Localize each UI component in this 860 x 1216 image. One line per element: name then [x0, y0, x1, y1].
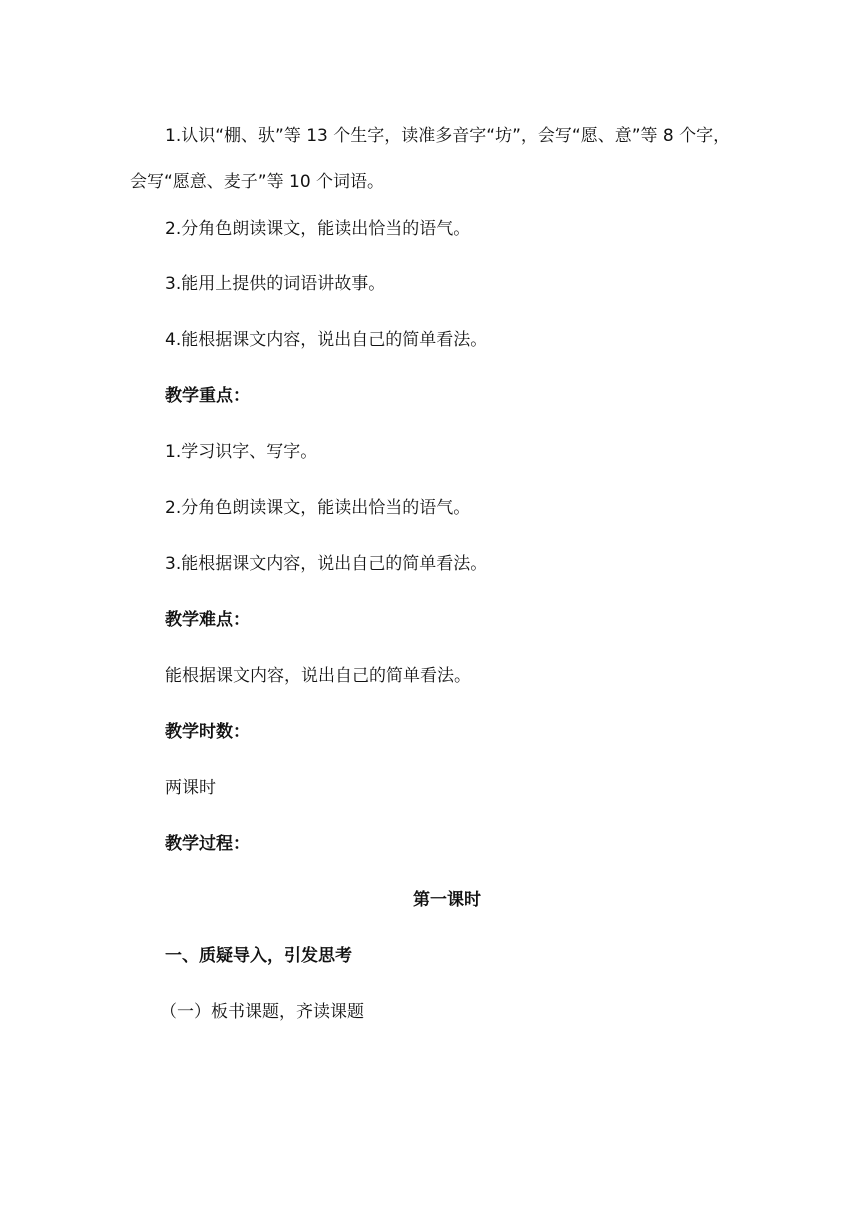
process-step: （一）板书课题，齐读课题: [160, 1002, 364, 1022]
section-title: 一、质疑导入，引发思考: [165, 946, 352, 966]
process-heading: 教学过程：: [165, 834, 250, 854]
key-point-3: 3.能根据课文内容，说出自己的简单看法。: [165, 554, 488, 574]
key-point-1: 1.学习识字、写字。: [165, 442, 318, 462]
objective-2: 2.分角色朗读课文，能读出恰当的语气。: [165, 219, 471, 239]
key-point-2: 2.分角色朗读课文，能读出恰当的语气。: [165, 498, 471, 518]
key-points-heading: 教学重点：: [165, 386, 250, 406]
lesson-title: 第一课时: [413, 890, 481, 910]
hours-text: 两课时: [165, 778, 216, 798]
objective-3: 3.能用上提供的词语讲故事。: [165, 274, 386, 294]
difficulty-text: 能根据课文内容，说出自己的简单看法。: [165, 666, 471, 686]
difficulty-heading: 教学难点：: [165, 610, 250, 630]
objective-1: 1.认识“棚、驮”等 13 个生字，读准多音字“坊”，会写“愿、意”等 8 个字，会写“愿意、麦子”等 10 个词语。: [130, 126, 731, 192]
hours-heading: 教学时数：: [165, 722, 250, 742]
objective-4: 4.能根据课文内容，说出自己的简单看法。: [165, 330, 488, 350]
